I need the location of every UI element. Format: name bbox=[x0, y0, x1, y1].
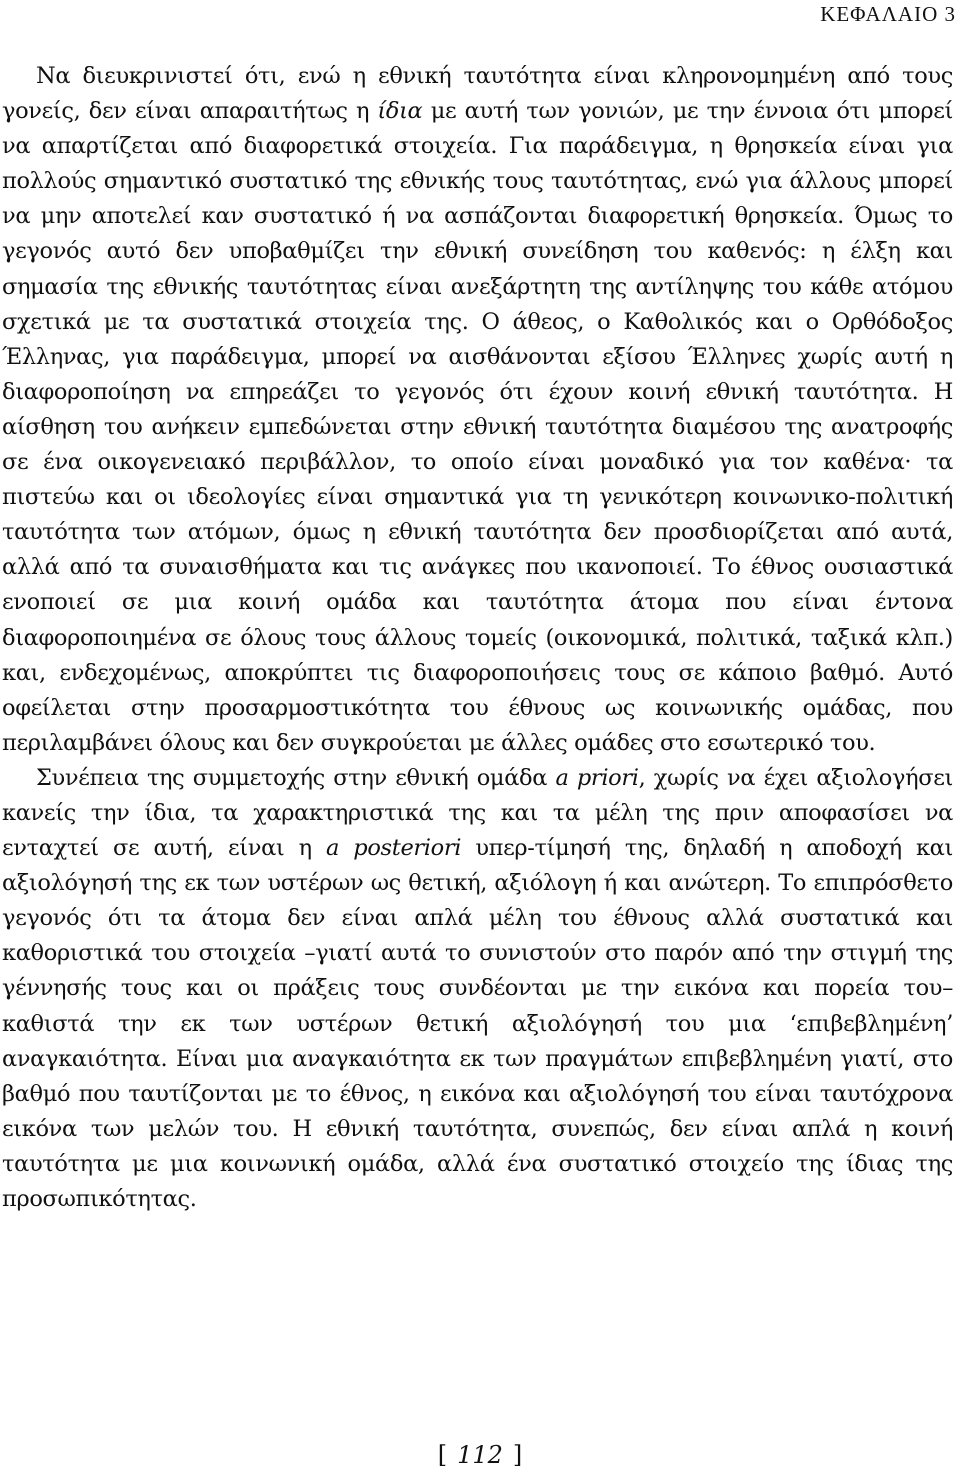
page-number-value: 112 bbox=[457, 1441, 503, 1469]
paragraph-1-emphasis: ίδια bbox=[377, 98, 423, 125]
running-header: ΚΕΦΑΛΑΙΟ 3 bbox=[820, 2, 956, 26]
body-text bbox=[2, 59, 953, 1217]
paragraph-2-text-a: Συνέπεια της συμμετοχής στην εθνική ομάδα bbox=[36, 764, 556, 791]
page-number-bracket-close: ] bbox=[512, 1441, 523, 1469]
paragraph-1 bbox=[2, 59, 953, 761]
paragraph-2-emphasis-a-posteriori: a posteriori bbox=[326, 835, 462, 862]
paragraph-2 bbox=[2, 761, 953, 1217]
page-number bbox=[0, 1440, 960, 1470]
page-number-bracket-open: [ bbox=[437, 1441, 448, 1469]
paragraph-2-text-c: υπερ-τίμησή της, δηλαδή η αποδοχή και αξιολόγησή της εκ των υστέρων ως θετική, αξιόλογη ή και ανώτερη. Το επιπρόσθετο γεγονός ότι τα άτομα δεν είναι απλά μέλη του έθνους αλλά συστατικά και καθοριστικά του στοιχεία –γιατί αυτά το συνιστούν στο παρόν από την στιγμή της γέννησής τους και οι πράξεις τους συνδέονται με την εικόνα και πορεία του– καθιστά την εκ των υστέρων θετική αξιολόγησή του μια ‘επιβεβλημένη’ αναγκαιότητα. Είναι μια αναγκαιότητα εκ των πραγμάτων επιβεβλημένη γιατί, στο βαθμό που ταυτίζονται με το έθνος, η εικόνα και αξιολόγησή του είναι ταυτόχρονα εικόνα των μελών του. Η εθνική ταυτότητα, συνεπώς, δεν είναι απλά η κοινή ταυτότητα με μια κοινωνική ομάδα, αλλά ένα συστατικό στοιχείο της ίδιας της προσωπικότητας. bbox=[2, 835, 953, 1212]
paragraph-2-emphasis-a-priori: a priori bbox=[555, 764, 639, 791]
paragraph-1-text-a: Να διευκρινιστεί ότι, ενώ η εθνική ταυτότητα είναι κληρονομημένη από τους γονείς, δεν είναι απαραιτήτως η bbox=[2, 63, 953, 125]
paragraph-1-text-b: με αυτή των γονιών, με την έννοια ότι μπορεί να απαρτίζεται από διαφορετικά στοιχεία. Για παράδειγμα, η θρησκεία είναι για πολλούς σημαντικό συστατικό της εθνικής τους ταυτότητας, ενώ για άλλους μπορεί να μην αποτελεί καν συστατικό ή να ασπάζονται διαφορετική θρησκεία. Όμως το γεγονός αυτό δεν υποβαθμίζει την εθνική συνείδηση του καθενός: η έλξη και σημασία της εθνικής ταυτότητας είναι ανεξάρτητη της αντίληψης του κάθε ατόμου σχετικά με τα συστατικά στοιχεία της. Ο άθεος, ο Καθολικός και ο Ορθόδοξος Έλληνας, για παράδειγμα, μπορεί να αισθάνονται εξίσου Έλληνες χωρίς αυτή η διαφοροποίηση να επηρεάζει το γεγονός ότι έχουν κοινή εθνική ταυτότητα. Η αίσθηση του ανήκειν εμπεδώνεται στην εθνική ταυτότητα διαμέσου της ανατροφής σε ένα οικογενειακό περιβάλλον, το οποίο είναι μοναδικό για τον καθένα· τα πιστεύω και οι ιδεολογίες είναι σημαντικά για τη γενικότερη κοινωνικο-πολιτική ταυτότητα των ατόμων, όμως η εθνική ταυτότητα δεν προσδιορίζεται από αυτά, αλλά από τα συναισθήματα και τις ανάγκες που ικανοποιεί. Το έθνος ουσιαστικά ενοποιεί σε μια κοινή ομάδα και ταυτότητα άτομα που είναι έντονα διαφοροποιημένα σε όλους τους άλλους τομείς (οικονομικά, πολιτικά, ταξικά κλπ.) και, ενδεχομένως, αποκρύπτει τις διαφοροποιήσεις τους σε κάποιο βαθμό. Αυτό οφείλεται στην προσαρμοστικότητα του έθνους ως κοινωνικής ομάδας, που περιλαμβάνει όλους και δεν συγκρούεται με άλλες ομάδες στο εσωτερικό του. bbox=[2, 98, 953, 756]
paragraph-2-text-b: , χωρίς να έχει αξιολογήσει κανείς την ίδια, τα χαρακτηριστικά της και τα μέλη της πριν αποφασίσει να ενταχτεί σε αυτή, είναι η bbox=[2, 764, 953, 862]
